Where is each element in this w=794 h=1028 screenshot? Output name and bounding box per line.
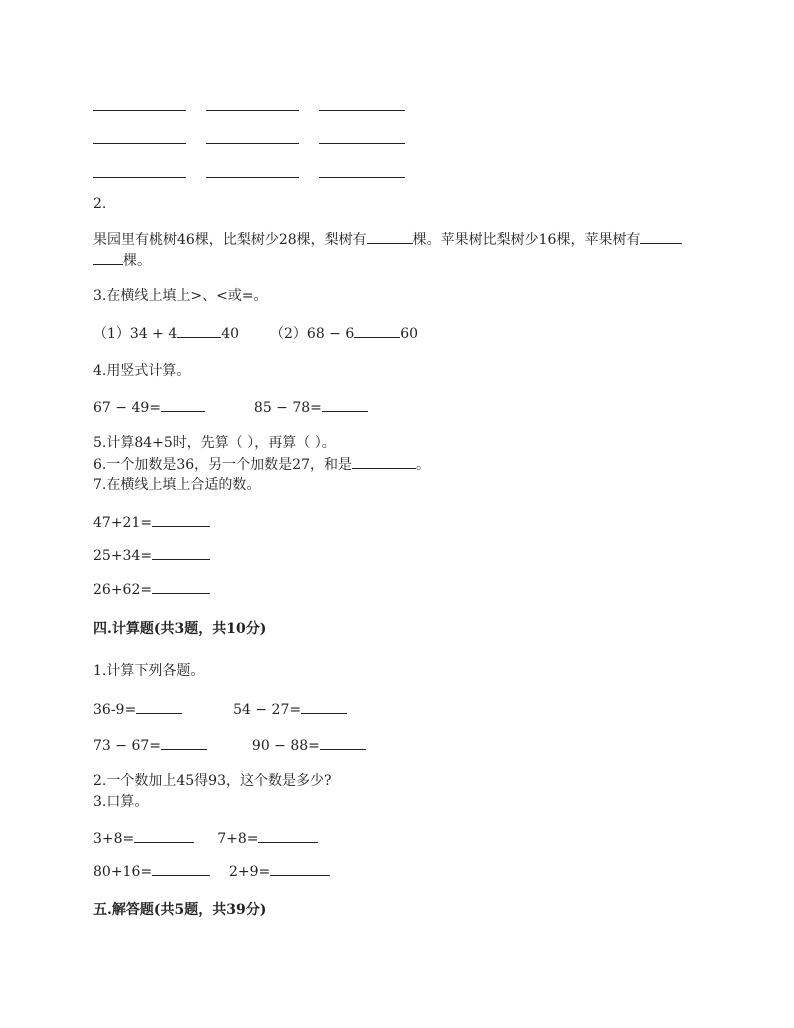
question-text: 棵。 — [123, 253, 151, 269]
answer-blank[interactable] — [319, 177, 405, 178]
expression: 80+16= — [93, 864, 153, 880]
answer-blank[interactable] — [93, 143, 186, 144]
answer-blank[interactable] — [352, 454, 416, 469]
question-2-line-2 — [93, 250, 151, 270]
answer-blank[interactable] — [93, 177, 186, 178]
expression: 26+62= — [93, 582, 153, 598]
expression: 36-9= — [93, 702, 137, 718]
answer-blank[interactable] — [134, 828, 194, 843]
answer-blank[interactable] — [206, 177, 299, 178]
section-heading: 五.解答题(共5题，共39分) — [93, 902, 267, 918]
expression: 2+9= — [229, 864, 271, 880]
calc-row — [93, 861, 330, 880]
question-text: 棵。苹果树比梨树少16棵，苹果树有 — [412, 232, 641, 248]
expression: 7+8= — [217, 831, 259, 847]
answer-blank[interactable] — [152, 512, 210, 527]
question-3-parts — [93, 323, 418, 343]
comparison-expression: （2）68 − 6 — [270, 326, 355, 342]
question-title: 4.用竖式计算。 — [93, 363, 191, 379]
fill-item — [93, 512, 210, 531]
fill-item — [93, 579, 210, 598]
question-text: 5.计算84+5时，先算（ ），再算（ ）。 — [93, 435, 336, 451]
answer-blank[interactable] — [152, 545, 210, 560]
answer-blank[interactable] — [367, 229, 413, 244]
calc-row — [93, 828, 318, 847]
answer-blank[interactable] — [319, 143, 405, 144]
expression: 85 − 78= — [253, 400, 322, 416]
fill-item — [93, 545, 210, 564]
answer-blank[interactable] — [93, 250, 123, 265]
answer-blank[interactable] — [206, 110, 299, 111]
question-6 — [93, 454, 430, 474]
answer-blank[interactable] — [152, 579, 210, 594]
answer-blank[interactable] — [136, 699, 182, 714]
expression: 67 − 49= — [93, 400, 161, 416]
calc-row — [93, 699, 347, 718]
comparison-value: 60 — [400, 326, 419, 342]
question-title: 7.在横线上填上合适的数。 — [93, 477, 261, 493]
answer-blank[interactable] — [319, 110, 405, 111]
expression: 73 − 67= — [93, 738, 161, 754]
answer-blank[interactable] — [258, 828, 318, 843]
answer-blank[interactable] — [640, 229, 682, 244]
expression: 3+8= — [93, 831, 135, 847]
calc-row — [93, 735, 366, 754]
answer-blank[interactable] — [161, 735, 207, 750]
expression: 54 − 27= — [233, 702, 302, 718]
question-title: 1.计算下列各题。 — [93, 663, 205, 679]
answer-blank[interactable] — [161, 397, 205, 412]
answer-blank[interactable] — [301, 699, 347, 714]
question-text: 6.一个加数是36，另一个加数是27，和是 — [93, 457, 352, 473]
comparison-expression: （1）34 + 4 — [93, 326, 178, 342]
blank-row — [93, 143, 413, 144]
expression: 25+34= — [93, 548, 153, 564]
answer-blank[interactable] — [152, 861, 210, 876]
blank-row — [93, 177, 413, 178]
section-heading: 四.计算题(共3题，共10分) — [93, 621, 267, 637]
expression: 90 − 88= — [251, 738, 320, 754]
answer-blank[interactable] — [320, 735, 366, 750]
blank-row — [93, 110, 413, 111]
expression: 47+21= — [93, 515, 153, 531]
question-text: 2.一个数加上45得93，这个数是多少? — [93, 773, 332, 789]
comparison-value: 40 — [221, 326, 240, 342]
answer-blank[interactable] — [322, 397, 368, 412]
answer-blank[interactable] — [93, 110, 186, 111]
question-4-items — [93, 397, 368, 416]
question-2-line-1 — [93, 229, 682, 249]
question-text: 果园里有桃树46棵，比梨树少28棵，梨树有 — [93, 232, 367, 248]
question-title: 3.在横线上填上>、<或=。 — [93, 288, 268, 304]
answer-blank[interactable] — [177, 323, 221, 338]
question-title: 3.口算。 — [93, 794, 149, 810]
question-number: 2. — [93, 196, 107, 212]
question-text: 。 — [416, 457, 430, 473]
answer-blank[interactable] — [206, 143, 299, 144]
answer-blank[interactable] — [270, 861, 330, 876]
answer-blank[interactable] — [354, 323, 400, 338]
